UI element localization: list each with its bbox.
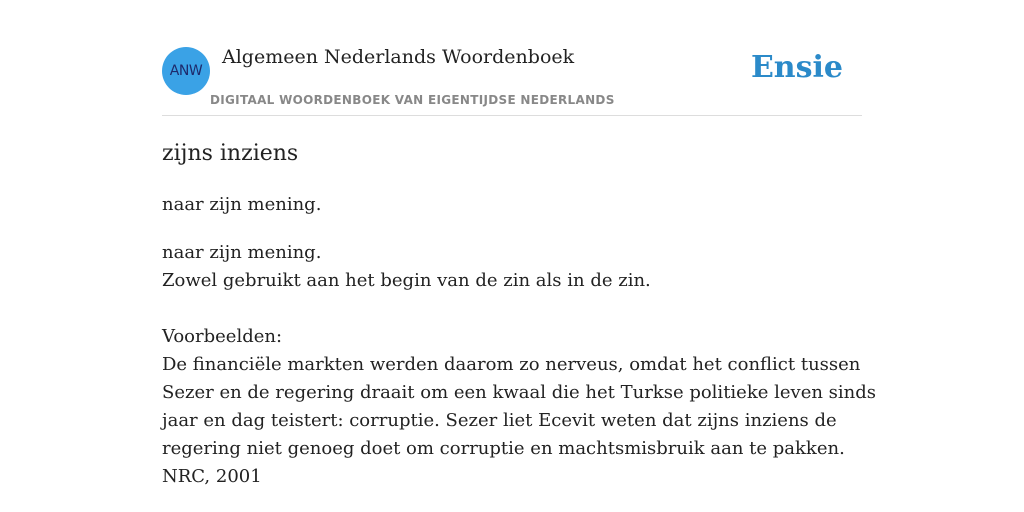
example-line: jaar en dag teistert: corruptie. Sezer liet Ecevit weten dat zijns inziens de xyxy=(162,410,837,431)
site-title[interactable]: Algemeen Nederlands Woordenboek xyxy=(222,46,575,68)
entry-body xyxy=(162,239,877,491)
entry-headword: zijns inziens xyxy=(162,141,299,166)
example-line: Sezer en de regering draait om een kwaal die het Turkse politieke leven sinds xyxy=(162,382,877,403)
anw-logo[interactable]: ANW xyxy=(162,47,210,95)
example-source: NRC, 2001 xyxy=(162,466,262,487)
example-line: regering niet genoeg doet om corruptie en machtsmisbruik aan te pakken. xyxy=(162,438,845,459)
header-divider xyxy=(162,115,862,116)
site-subtitle: DIGITAAL WOORDENBOEK VAN EIGENTIJDSE NEDERLANDS xyxy=(210,93,615,107)
example-line: De financiële markten werden daarom zo nerveus, omdat het conflict tussen xyxy=(162,354,861,375)
usage-note: Zowel gebruikt aan het begin van de zin als in de zin. xyxy=(162,270,651,291)
definition-text: naar zijn mening. xyxy=(162,242,322,263)
ensie-brand-link[interactable]: Ensie xyxy=(750,50,843,85)
spacer xyxy=(162,295,862,323)
short-definition: naar zijn mening. xyxy=(162,194,322,215)
examples-label: Voorbeelden: xyxy=(162,326,283,347)
